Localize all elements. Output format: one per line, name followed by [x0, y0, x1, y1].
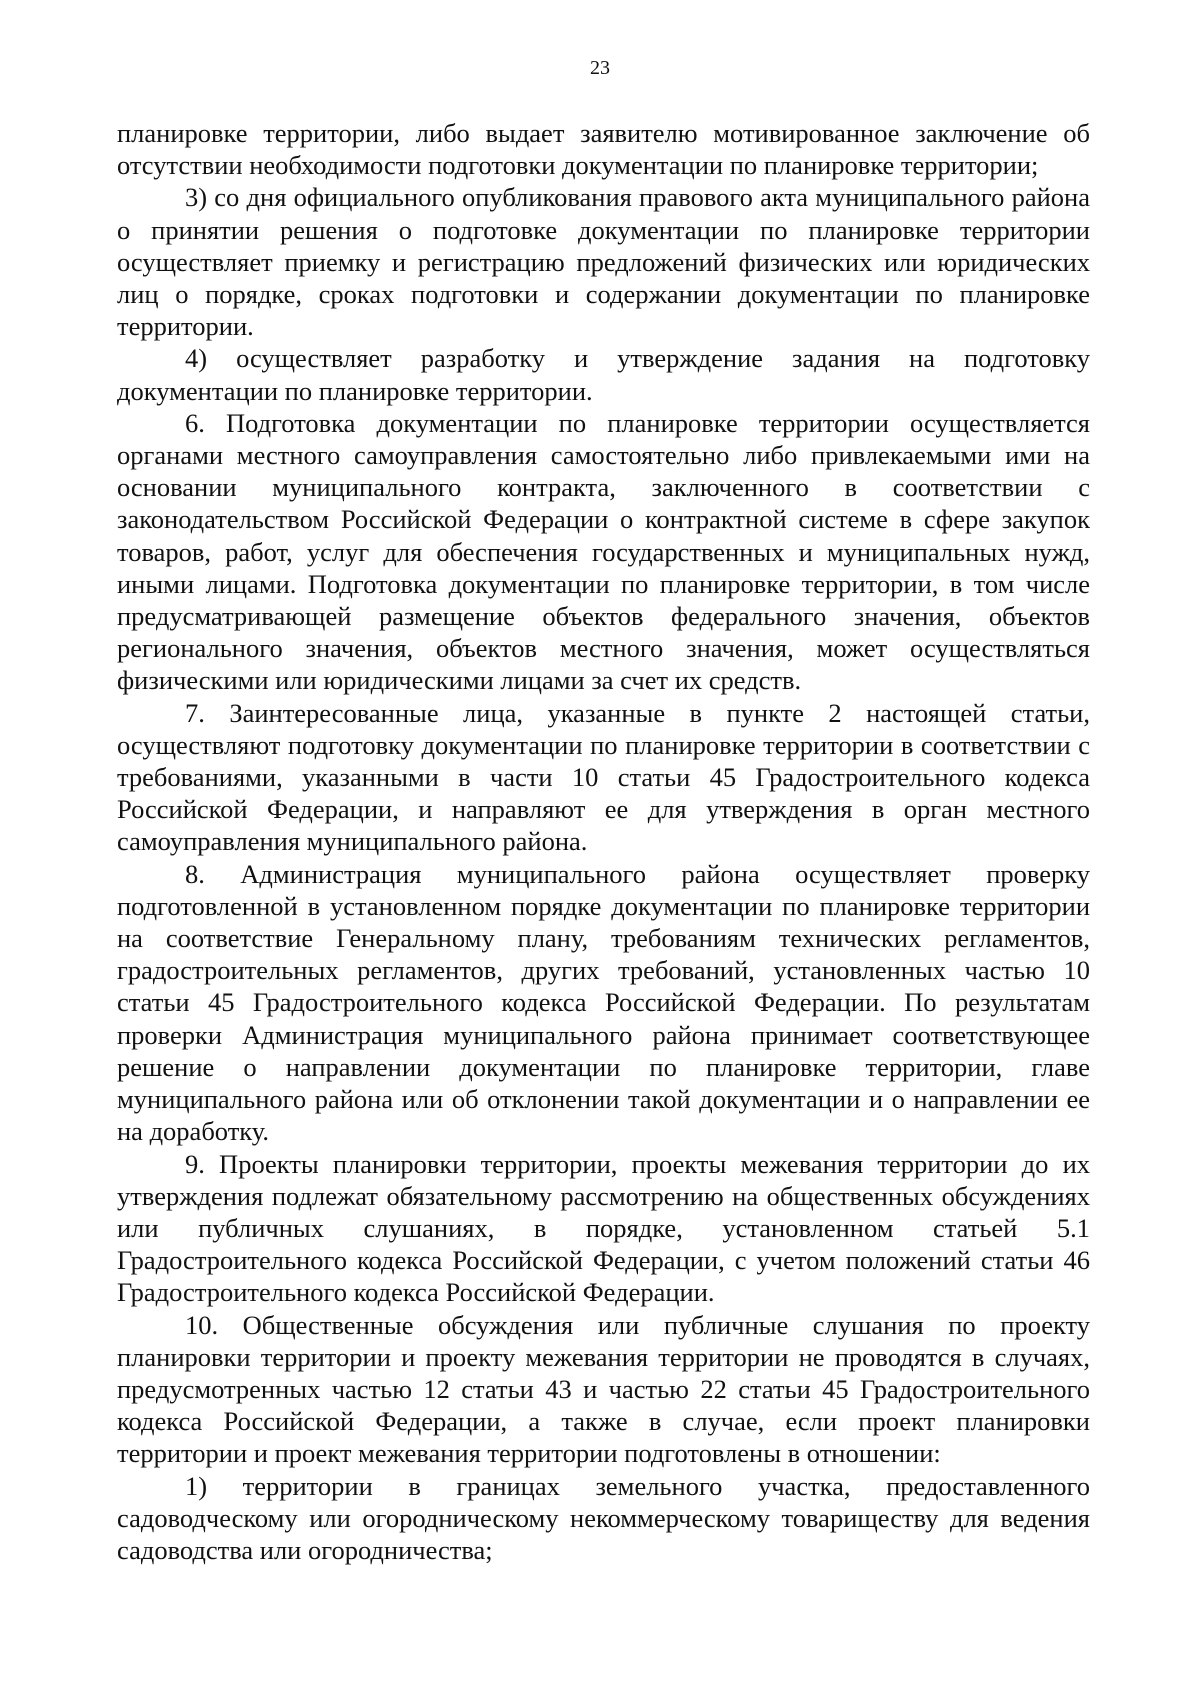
page-number: 23	[590, 57, 610, 79]
paragraph-section-6: 6. Подготовка документации по планировке территории осуществляется органами местного самоуправления самостоятельно либо привлекаемыми ими на основании муниципального контракта, заключенного в соответствии с законодательством Российской Федерации о контрактной системе в сфере закупок товаров, работ, услуг для обеспечения государственных и муниципальных нужд, иными лицами. Подготовка документации по планировке территории, в том числе предусматривающей размещение объектов федерального значения, объектов регионального значения, объектов местного значения, может осуществляться физическими или юридическими лицами за счет их средств.	[117, 407, 1090, 696]
paragraph-continuation: планировке территории, либо выдает заявителю мотивированное заключение об отсутствии необходимости подготовки документации по планировке территории;	[117, 118, 1090, 181]
paragraph-section-10: 10. Общественные обсуждения или публичные слушания по проекту планировки территории и проекту межевания территории не проводятся в случаях, предусмотренных частью 12 статьи 43 и частью 22 статьи 45 Градостроительного кодекса Российской Федерации, а также в случае, если проект планировки территории и проект межевания территории подготовлены в отношении:	[117, 1309, 1090, 1469]
paragraph-section-7: 7. Заинтересованные лица, указанные в пункте 2 настоящей статьи, осуществляют подготовку документации по планировке территории в соответствии с требованиями, указанными в части 10 статьи 45 Градостроительного кодекса Российской Федерации, и направляют ее для утверждения в орган местного самоуправления муниципального района.	[117, 697, 1090, 857]
paragraph-subitem-1: 1) территории в границах земельного участка, предоставленного садоводческому или огородническому некоммерческому товариществу для ведения садоводства или огородничества;	[117, 1470, 1090, 1565]
paragraph-section-8: 8. Администрация муниципального района осуществляет проверку подготовленной в установленном порядке документации по планировке территории на соответствие Генеральному плану, требованиям технических регламентов, градостроительных регламентов, других требований, установленных частью 10 статьи 45 Градостроительного кодекса Российской Федерации. По результатам проверки Администрация муниципального района принимает соответствующее решение о направлении документации по планировке территории, главе муниципального района или об отклонении такой документации и о направлении ее на доработку.	[117, 858, 1090, 1147]
paragraph-section-9: 9. Проекты планировки территории, проекты межевания территории до их утверждения подлежат обязательному рассмотрению на общественных обсуждениях или публичных слушаниях, в порядке, установленном статьей 5.1 Градостроительного кодекса Российской Федерации, с учетом положений статьи 46 Градостроительного кодекса Российской Федерации.	[117, 1148, 1090, 1308]
paragraph-item-3: 3) со дня официального опубликования правового акта муниципального района о принятии решения о подготовке документации по планировке территории осуществляет приемку и регистрацию предложений физических или юридических лиц о порядке, сроках подготовки и содержании документации по планировке территории.	[117, 182, 1090, 342]
paragraph-item-4: 4) осуществляет разработку и утверждение задания на подготовку документации по планировке территории.	[117, 343, 1090, 406]
document-body	[117, 117, 1090, 1566]
